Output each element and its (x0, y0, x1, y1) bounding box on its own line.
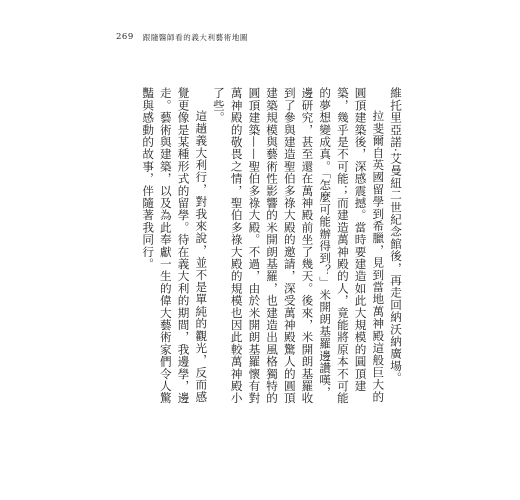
paragraph-2: 拉斐爾自英國留學到希臘，見到當地萬神殿這般巨大的圓頂建築後，深感震撼。當時要建造如此大規模的圓頂建築，幾乎是不可能；而建造萬神殿的人，竟能將原本不可能的夢想變成真。「怎麼可能辦得到？」米開朗基羅邊讚嘆，邊研究，甚至還在萬神殿前坐了幾天。後來，米開朗基羅收到了參與建造聖伯多祿大殿的邀請，深受萬神殿驚人的圓頂建築規模與藝術性影響的米開朗基羅，也建造出風格獨特的圓頂建築——聖伯多祿大殿。不過，由於米開朗基羅懷有對萬神殿的敬畏之情，聖伯多祿大殿的規模也因此較萬神殿小了些。 (211, 87, 386, 405)
page-header (116, 31, 248, 43)
paragraph-1: 維托里亞諾·艾曼紐二世紀念館後，再走回納沃納廣場。 (389, 87, 403, 385)
page-number: 269 (116, 32, 134, 42)
body-text (138, 87, 404, 409)
running-title: 跟隨醫師看的義大利藝術地圖 (142, 32, 249, 42)
paragraph-3: 這趟義大利行，對我來說，並不是單純的觀光，反而感覺更像是某種形式的留學。待在義大利的期間，我邊學，邊走。藝術與建築，以及為此奉獻一生的偉大藝術家們令人驚豔與感動的故事，伴隨著我同行。 (141, 87, 209, 405)
